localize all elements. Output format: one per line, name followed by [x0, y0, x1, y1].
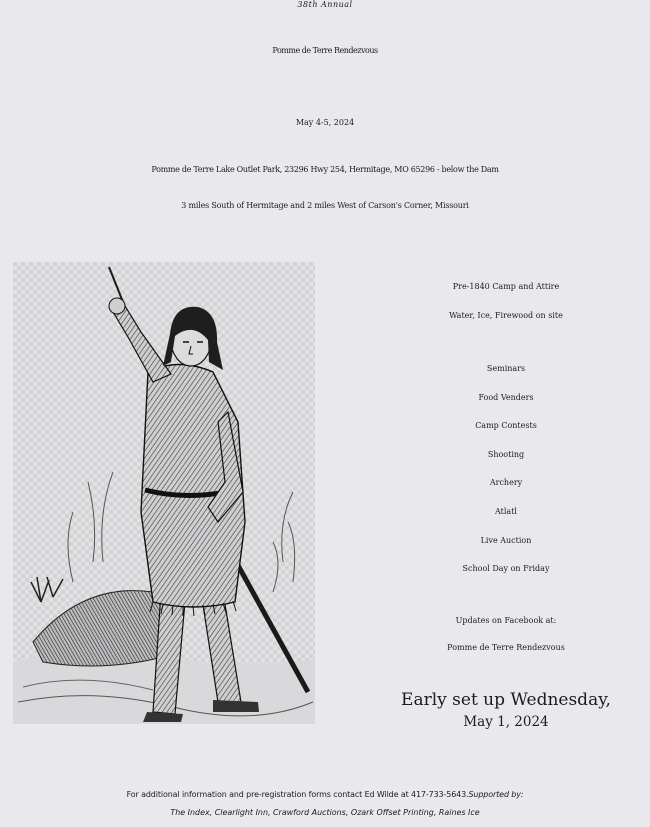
feature-item: Pre-1840 Camp and Attire [452, 282, 560, 291]
activity-item: Seminars [486, 364, 526, 373]
feature-item: Water, Ice, Firewood on site [449, 310, 563, 320]
event-dates: May 4-5, 2024 [295, 118, 355, 127]
address-line-2: 3 miles South of Hermitage and 2 miles West of Carson's Corner, Missouri [181, 201, 469, 210]
early-setup-date: May 1, 2024 [463, 714, 549, 730]
annual-kicker: 38th Annual [297, 0, 353, 9]
facebook-updates [362, 607, 650, 661]
event-title: Pomme de Terre Rendezvous [272, 46, 378, 55]
activity-item: Archery [489, 478, 523, 488]
activity-item: Atlatl [495, 506, 517, 516]
activity-item: Food Venders [478, 392, 534, 402]
activity-item: Shooting [487, 449, 525, 459]
footer-contact [0, 790, 650, 799]
address-line-1: Pomme de Terre Lake Outlet Park, 23296 Hwy 254, Hermitage, MO 65296 - below the Dam [151, 165, 499, 174]
activity-item: School Day on Friday [462, 564, 550, 574]
early-setup-label: Early set up Wednesday, [401, 690, 611, 710]
activity-item: Live Auction [480, 535, 532, 545]
updates-label: Updates on Facebook at: [455, 616, 557, 625]
features-list [362, 273, 650, 330]
facebook-page-name: Pomme de Terre Rendezvous [447, 643, 565, 652]
supported-by-label: Supported by: [468, 790, 524, 799]
footer-sponsors: The Index, Clearlight Inn, Crawford Auctions, Ozark Offset Printing, Raines Ice [170, 808, 480, 817]
activity-item: Camp Contests [475, 421, 537, 431]
activities-list [362, 355, 650, 584]
frontiersman-with-rifle-icon [13, 262, 315, 724]
contact-text: For additional information and pre-registration forms contact Ed Wilde at 417-733-5643. [126, 790, 469, 799]
